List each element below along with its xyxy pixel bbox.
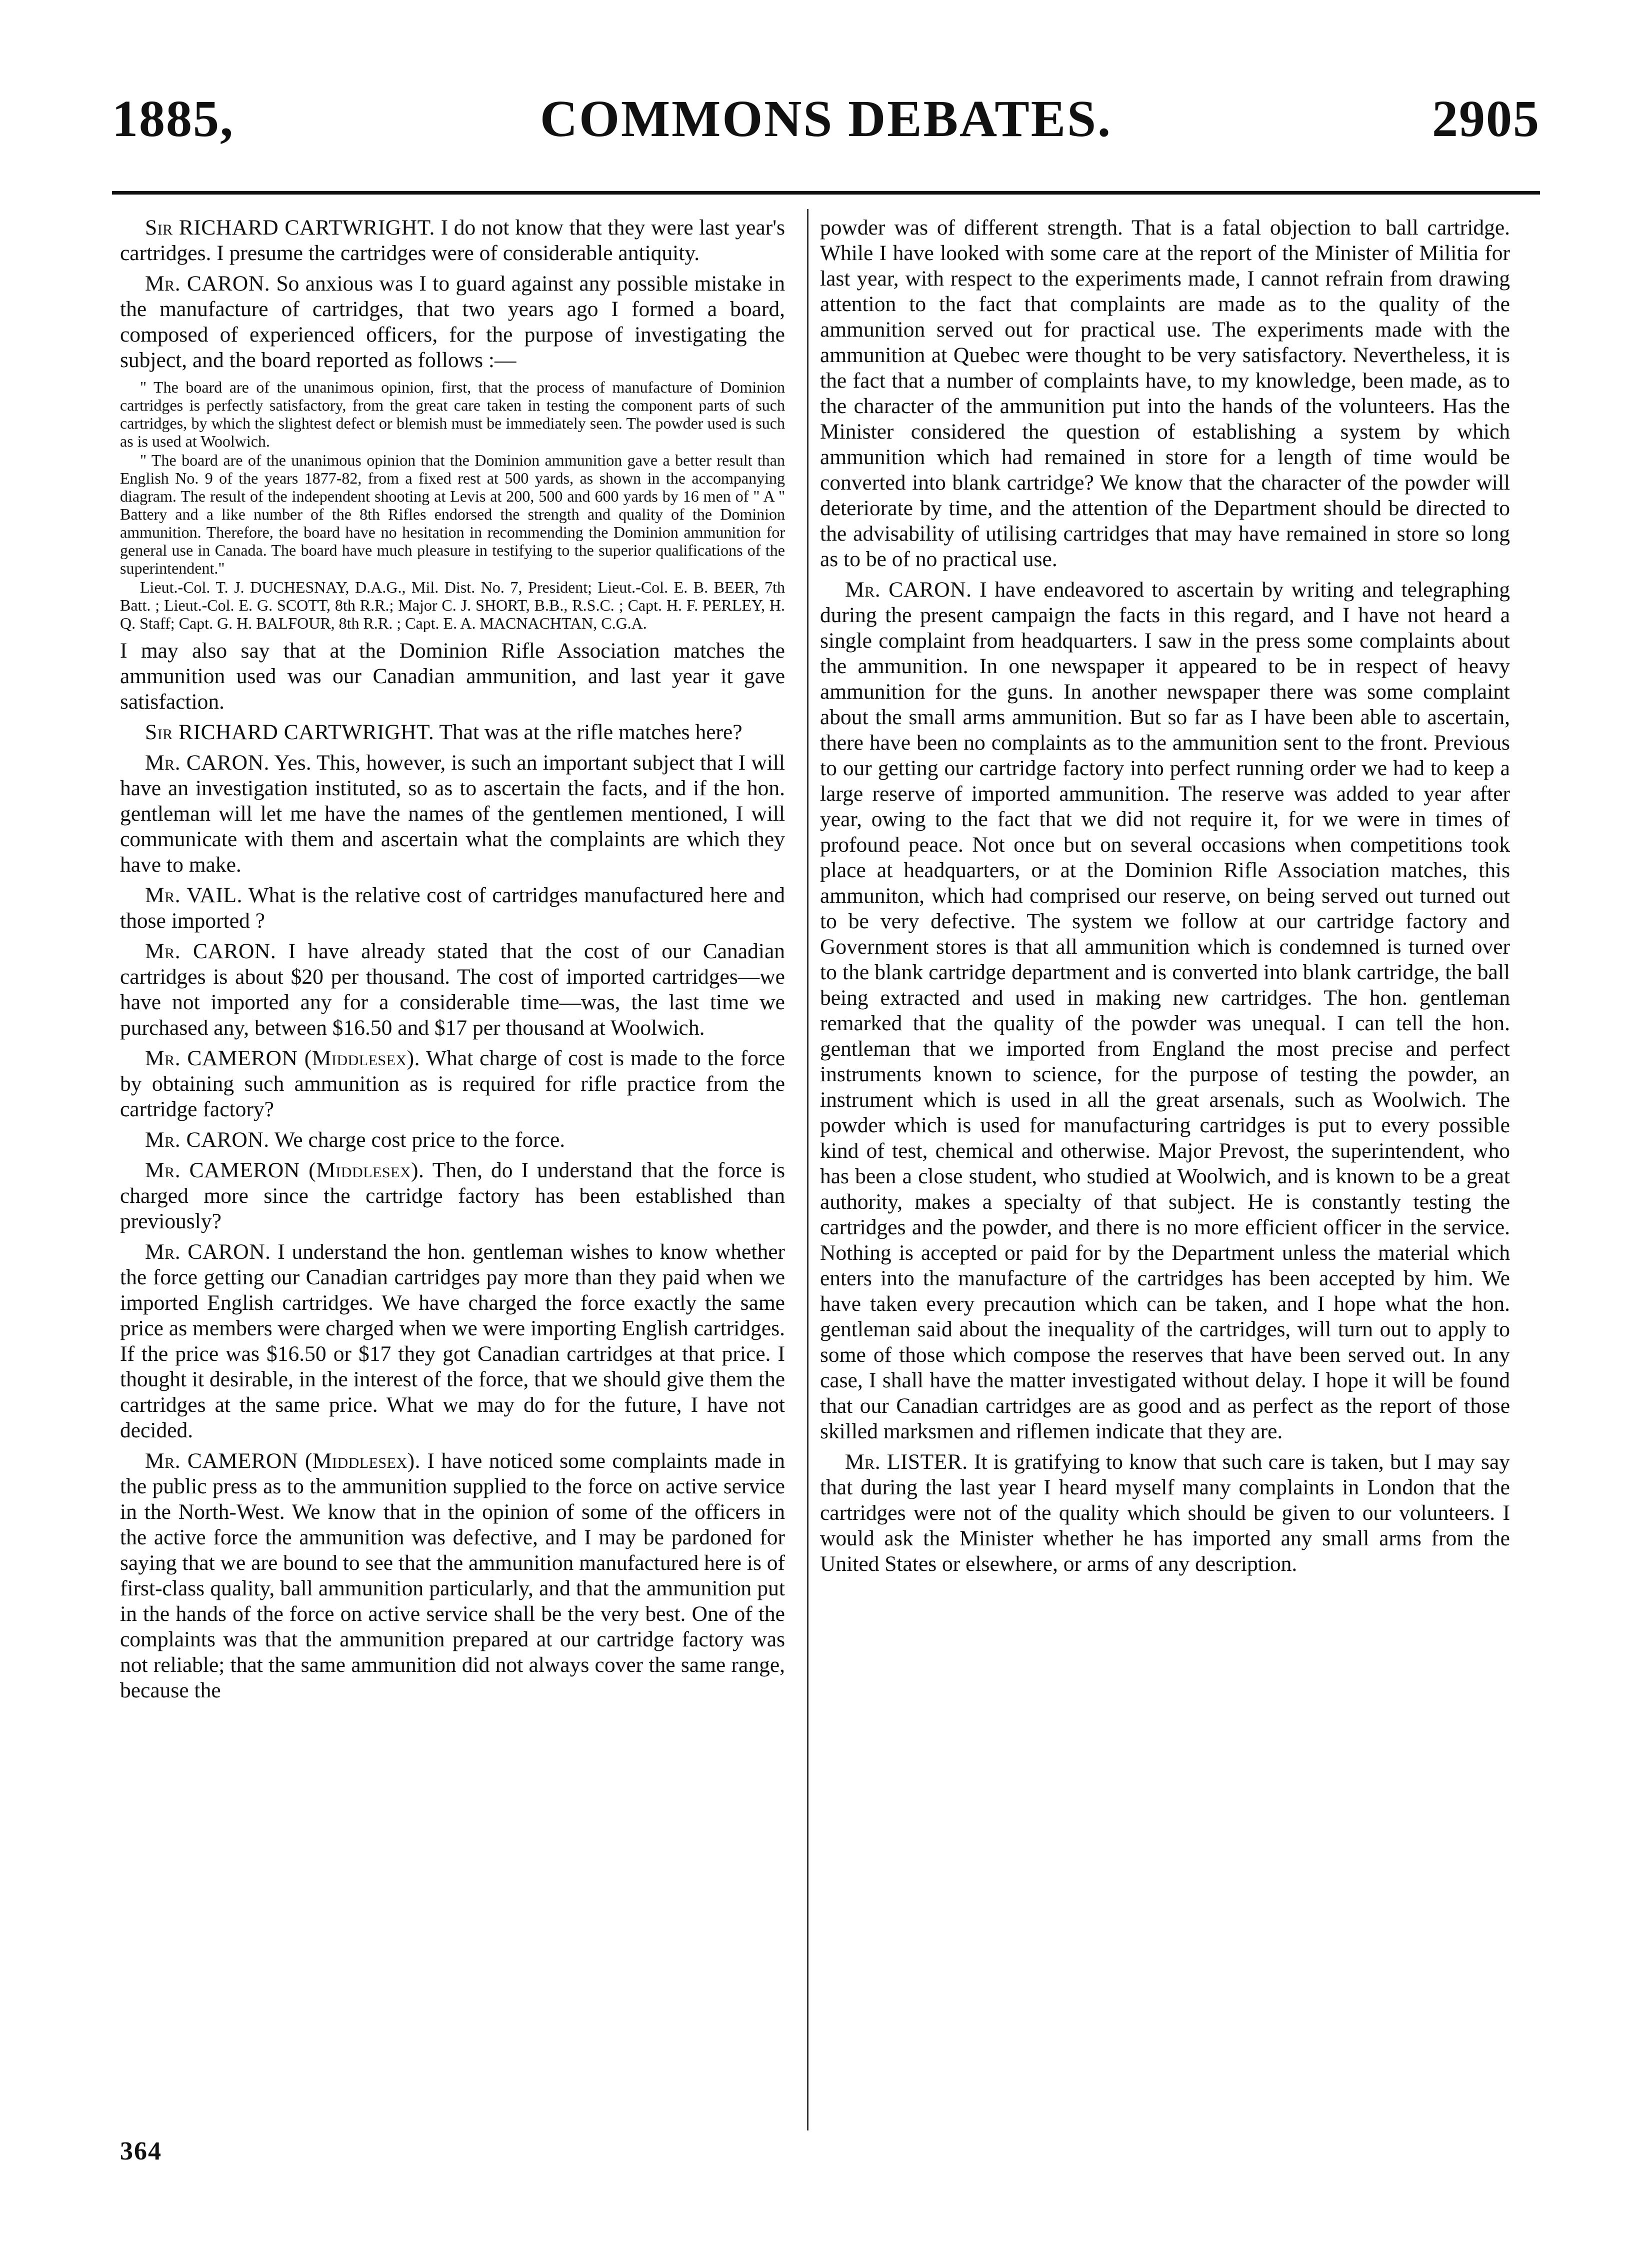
speech-text: Yes. This, however, is such an important subject that I will have an investigation instituted, so as to ascertain the facts, and if the hon. gentleman will let me have the names of the gentlemen mentioned, I will communicate with them and ascertain what the complaints are which they have to make. [120, 751, 785, 877]
speech-text: We charge cost price to the force. [274, 1128, 566, 1152]
column-divider [807, 209, 808, 2130]
speech-text: I may also say that at the Dominion Rifle Association matches the ammunition used was our Canadian ammunition, and last year it gave satisfaction. [120, 639, 785, 714]
speaker-name: Mr. CARON. [145, 1240, 271, 1264]
speech-paragraph [120, 1448, 785, 1703]
header-rule [112, 191, 1540, 195]
speaker-name: Mr. VAIL. [145, 883, 242, 907]
speech-paragraph [820, 577, 1510, 1444]
speech-paragraph [120, 750, 785, 878]
speaker-name: Sir RICHARD CARTWRIGHT. [145, 216, 435, 240]
header-page-number: 2905 [1432, 90, 1540, 148]
quote-paragraph: " The board are of the unanimous opinion that the Dominion ammunition gave a better result than English No. 9 of the years 1877-82, from a fixed rest at 500 yards, as shown in the accompanying diagram. The result of the independent shooting at Levis at 200, 500 and 600 yards by 16 men of " A " Battery and a like number of the 8th Rifles endorsed the strength and quality of the Dominion ammunition. Therefore, the board have no hesitation in recommending the Dominion ammunition for general use in Canada. The board have much pleasure in testifying to the superior qualifications of the superintendent." [120, 451, 785, 577]
signature-mark: 364 [120, 2137, 162, 2165]
speech-text: It is gratifying to know that such care is taken, but I may say that during the last year I heard myself many complaints in London that the cartridges were not of the quality which should be given to our volunteers. I would ask the Minister whether he has imported any small arms from the United States or elsewhere, or arms of any description. [820, 1450, 1510, 1576]
speech-paragraph [820, 215, 1510, 572]
speech-paragraph [820, 1449, 1510, 1577]
speech-text: What charge of cost is made to the force by obtaining such ammunition as is required for rifle practice from the cartridge factory? [120, 1046, 785, 1121]
right-column [820, 215, 1510, 2130]
header-year: 1885, [112, 90, 234, 148]
speech-text: I understand the hon. gentleman wishes to know whether the force getting our Canadian cartridges pay more than they paid when we imported English cartridges. We have charged the force exactly the same price as members were charged when we were importing English cartridges. If the price was $16.50 or $17 they got Canadian cartridges at that price. I thought it desirable, in the interest of the force, that we should give them the cartridges at the same price. What we may do for the future, I have not decided. [120, 1240, 785, 1442]
speech-text: I do not know that they were last year's cartridges. I presume the cartridges were of considerable antiquity. [120, 216, 785, 265]
speaker-name: Mr. LISTER. [845, 1450, 968, 1474]
speech-text: That was at the rifle matches here? [439, 720, 742, 744]
speech-paragraph [120, 1127, 785, 1153]
speaker-name: Mr. CARON. [145, 272, 270, 296]
speaker-name: Mr. CARON. [145, 939, 276, 963]
speech-text: I have noticed some complaints made in the public press as to the ammunition supplied to the force on active service in the North-West. We know that in the opinion of some of the officers in the active force the ammunition was defective, and I may be pardoned for saying that we are bound to see that the ammunition manufactured here is of first-class quality, ball ammunition particularly, and that the ammunition put in the hands of the force on active service shall be the very best. One of the complaints was that the ammunition prepared at our cartridge factory was not reliable; that the same ammunition did not always cover the same range, because the [120, 1449, 785, 1702]
speech-text: I have already stated that the cost of our Canadian cartridges is about $20 per thousand. The cost of imported cartridges—we have not imported any for a considerable time—was, the last time we purchased any, between $16.50 and $17 per thousand at Woolwich. [120, 939, 785, 1040]
speech-text: Then, do I understand that the force is charged more since the cartridge factory has been established than previously? [120, 1158, 785, 1233]
quote-signatories: Lieut.-Col. T. J. DUCHESNAY, D.A.G., Mil. Dist. No. 7, President; Lieut.-Col. E. B. BEER, 7th Batt. ; Lieut.-Col. E. G. SCOTT, 8th R.R.; Major C. J. SHORT, B.B., R.S.C. ; Capt. H. F. PERLEY, H. Q. Staff; Capt. G. H. BALFOUR, 8th R.R. ; Capt. E. A. MACNACHTAN, C.G.A. [120, 578, 785, 632]
speech-paragraph [120, 939, 785, 1041]
speaker-name: Mr. CAMERON (Middlesex). [145, 1449, 420, 1473]
speech-paragraph [120, 1046, 785, 1122]
left-column [120, 215, 785, 2130]
speaker-name: Mr. CAMERON (Middlesex). [145, 1046, 420, 1070]
speech-paragraph [120, 883, 785, 934]
speech-text: What is the relative cost of cartridges manufactured here and those imported ? [120, 883, 785, 933]
speech-text: powder was of different strength. That is a fatal objection to ball cartridge. While I have looked with some care at the report of the Minister of Militia for last year, with respect to the experiments made, I cannot refrain from drawing attention to the fact that complaints are made as to the quality of the ammunition served out for practical use. The experiments made with the ammunition at Quebec were thought to be very satisfactory. Nevertheless, it is the fact that a number of complaints have, to my knowledge, been made, as to the character of the ammunition put into the hands of the volunteers. Has the Minister considered the question of establishing a system by which ammunition which had remained in store for a length of time would be converted into blank cartridge? We know that the character of the powder will deteriorate by time, and the attention of the Department should be directed to the advisability of utilising cartridges that may have remained in store so long as to be of no practical use. [820, 216, 1510, 571]
speech-paragraph [120, 720, 785, 745]
speech-paragraph [120, 271, 785, 373]
speech-paragraph [120, 215, 785, 266]
header-title: COMMONS DEBATES. [540, 90, 1112, 148]
speech-paragraph [120, 638, 785, 715]
speaker-name: Sir RICHARD CARTWRIGHT. [145, 720, 434, 744]
speaker-name: Mr. CAMERON (Middlesex). [145, 1158, 424, 1182]
speaker-name: Mr. CARON. [845, 578, 972, 602]
board-report-quote [120, 378, 785, 632]
speaker-name: Mr. CARON. [145, 1128, 270, 1152]
speaker-name: Mr. CARON. [145, 751, 270, 775]
speech-text: I have endeavored to ascertain by writing and telegraphing during the present campaign the facts in this regard, and I have not heard a single complaint from headquarters. I saw in the press some complaints about the ammunition. In one newspaper it appeared to be in respect of heavy ammunition for the guns. In another newspaper there was some complaint about the small arms ammunition. But so far as I have been able to ascertain, there have been no complaints as to the ammunition sent to the front. Previous to our getting our cartridge factory into perfect running order we had to keep a large reserve of imported ammunition. The reserve was added to year after year, owing to the fact that we did not require it, for we were in times of profound peace. Not once but on several occasions when competitions took place at headquarters, or at the Dominion Rifle Association matches, this ammuniton, which had comprised our reserve, on being served out turned out to be very defective. The system we follow at our cartridge factory and Government stores is that all ammunition which is condemned is turned over to the blank cartridge department and is converted into blank cartridge, the ball being extracted and used in making new cartridges. The hon. gentleman remarked that the quality of the powder was unequal. I can tell the hon. gentleman that we imported from England the most precise and perfect instruments known to science, for the purpose of testing the powder, an instrument which is used in all the great arsenals, such as Woolwich. The powder which is used for manufacturing cartridges is put to every possible kind of test, chemical and otherwise. Major Prevost, the superintendent, who has been a close student, who studied at Woolwich, and is known to be a great authority, makes a specialty of that subject. He is constantly testing the cartridges and the powder, and there is no more efficient officer in the service. Nothing is accepted or paid for by the Department unless the material which enters into the manufacture of the cartridges has been accepted by him. We have taken every precaution which can be taken, and I hope what the hon. gentleman said about the inequality of the cartridges, will turn out to apply to some of those which compose the reserves that have been served out. In any case, I shall have the matter investigated without delay. I hope it will be found that our Canadian cartridges are as good and as perfect as the report of those skilled marksmen and riflemen indicate that they are. [820, 578, 1510, 1443]
speech-paragraph [120, 1158, 785, 1234]
speech-text: So anxious was I to guard against any possible mistake in the manufacture of cartridges, that two years ago I formed a board, composed of experienced officers, for the purpose of investigating the subject, and the board reported as follows :— [120, 272, 785, 372]
quote-paragraph: " The board are of the unanimous opinion, first, that the process of manufacture of Dominion cartridges is perfectly satisfactory, from the great care taken in testing the component parts of such cartridges, by which the slightest defect or blemish must be immediately seen. The powder used is such as is used at Woolwich. [120, 378, 785, 450]
page-header [112, 75, 1540, 150]
speech-paragraph [120, 1239, 785, 1443]
